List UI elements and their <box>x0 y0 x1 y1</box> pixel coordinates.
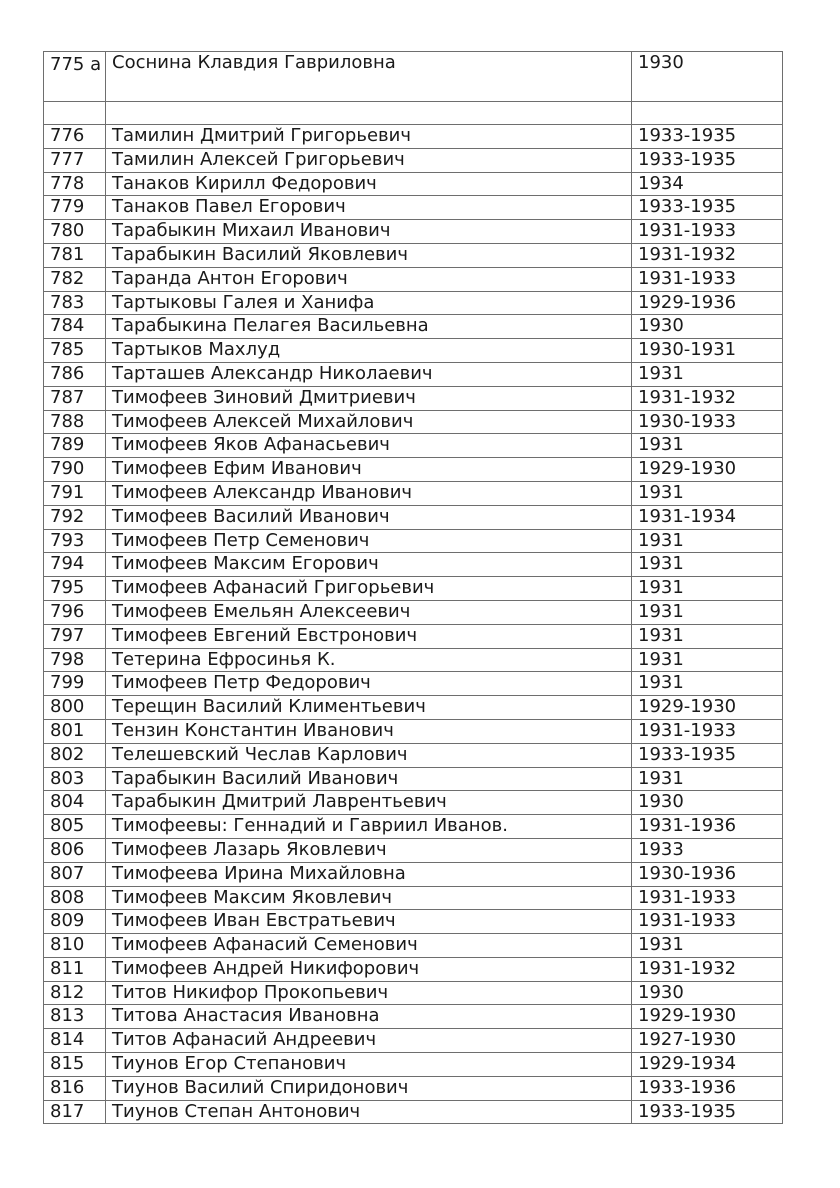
years-range: 1931 <box>632 767 783 791</box>
table-row <box>44 505 783 529</box>
row-number: 777 <box>44 148 106 172</box>
row-number: 815 <box>44 1053 106 1077</box>
person-name: Титов Афанасий Андреевич <box>106 1029 632 1053</box>
table-row <box>44 362 783 386</box>
row-number: 803 <box>44 767 106 791</box>
row-number: 814 <box>44 1029 106 1053</box>
years-range: 1931 <box>632 624 783 648</box>
person-name: Тарабыкин Дмитрий Лаврентьевич <box>106 791 632 815</box>
row-number: 782 <box>44 267 106 291</box>
years-range: 1933-1935 <box>632 1100 783 1124</box>
person-name: Соснина Клавдия Гавриловна <box>106 52 632 102</box>
row-number: 810 <box>44 934 106 958</box>
years-range: 1933-1935 <box>632 743 783 767</box>
person-name: Тимофеев Петр Федорович <box>106 672 632 696</box>
table-row <box>44 1100 783 1124</box>
years-range: 1927-1930 <box>632 1029 783 1053</box>
table-row <box>44 791 783 815</box>
years-range: 1931-1933 <box>632 719 783 743</box>
row-number: 791 <box>44 481 106 505</box>
table-row <box>44 1076 783 1100</box>
table-row <box>44 719 783 743</box>
person-name: Тимофеев Максим Егорович <box>106 553 632 577</box>
years-range: 1931 <box>632 434 783 458</box>
years-range: 1930 <box>632 791 783 815</box>
row-number: 783 <box>44 291 106 315</box>
row-number: 784 <box>44 315 106 339</box>
registry-table <box>43 51 783 1124</box>
table-row <box>44 696 783 720</box>
row-number: 805 <box>44 815 106 839</box>
row-number: 816 <box>44 1076 106 1100</box>
person-name: Тарабыкин Михаил Иванович <box>106 220 632 244</box>
years-range: 1931-1932 <box>632 243 783 267</box>
row-number: 798 <box>44 648 106 672</box>
person-name: Тарабыкин Василий Иванович <box>106 767 632 791</box>
table-row <box>44 862 783 886</box>
row-number: 796 <box>44 600 106 624</box>
years-range: 1931-1933 <box>632 886 783 910</box>
row-number: 795 <box>44 577 106 601</box>
person-name: Тартыков Махлуд <box>106 339 632 363</box>
person-name: Тензин Константин Иванович <box>106 719 632 743</box>
table-row <box>44 291 783 315</box>
table-row <box>44 553 783 577</box>
row-number: 800 <box>44 696 106 720</box>
years-range: 1930-1933 <box>632 410 783 434</box>
person-name: Тиунов Василий Спиридонович <box>106 1076 632 1100</box>
row-number: 808 <box>44 886 106 910</box>
person-name: Тимофеев Афанасий Семенович <box>106 934 632 958</box>
table-row <box>44 886 783 910</box>
table-row <box>44 339 783 363</box>
years-range: 1929-1934 <box>632 1053 783 1077</box>
person-name: Тимофеев Ефим Иванович <box>106 458 632 482</box>
table-row <box>44 1005 783 1029</box>
row-number: 786 <box>44 362 106 386</box>
table-row <box>44 1053 783 1077</box>
years-range: 1931 <box>632 934 783 958</box>
table-row <box>44 672 783 696</box>
table-row <box>44 172 783 196</box>
person-name: Тимофеевы: Геннадий и Гавриил Иванов. <box>106 815 632 839</box>
person-name: Таранда Антон Егорович <box>106 267 632 291</box>
years-range: 1933-1935 <box>632 196 783 220</box>
row-number: 804 <box>44 791 106 815</box>
years-range: 1931-1933 <box>632 220 783 244</box>
years-range: 1929-1936 <box>632 291 783 315</box>
person-name: Тамилин Алексей Григорьевич <box>106 148 632 172</box>
row-number: 776 <box>44 125 106 149</box>
person-name: Тарабыкин Василий Яковлевич <box>106 243 632 267</box>
table-row <box>44 529 783 553</box>
years-range: 1931-1932 <box>632 386 783 410</box>
table-row <box>44 981 783 1005</box>
table-row <box>44 410 783 434</box>
years-range: 1931 <box>632 529 783 553</box>
person-name: Тимофеев Иван Евстратьевич <box>106 910 632 934</box>
years-range: 1934 <box>632 172 783 196</box>
years-range: 1931 <box>632 553 783 577</box>
table-row <box>44 600 783 624</box>
row-number: 797 <box>44 624 106 648</box>
years-range: 1931 <box>632 362 783 386</box>
table-row <box>44 957 783 981</box>
person-name: Тимофеев Афанасий Григорьевич <box>106 577 632 601</box>
years-range: 1931-1933 <box>632 910 783 934</box>
row-number: 790 <box>44 458 106 482</box>
years-range: 1930 <box>632 315 783 339</box>
person-name: Тетерина Ефросинья К. <box>106 648 632 672</box>
table-row <box>44 577 783 601</box>
table-row <box>44 148 783 172</box>
years-range: 1929-1930 <box>632 1005 783 1029</box>
row-number: 811 <box>44 957 106 981</box>
years-range: 1931 <box>632 577 783 601</box>
years-range: 1929-1930 <box>632 458 783 482</box>
years-range: 1930-1936 <box>632 862 783 886</box>
table-row <box>44 220 783 244</box>
row-number: 812 <box>44 981 106 1005</box>
person-name: Тиунов Егор Степанович <box>106 1053 632 1077</box>
row-number: 817 <box>44 1100 106 1124</box>
table-row <box>44 125 783 149</box>
years-range: 1931 <box>632 648 783 672</box>
table-row <box>44 815 783 839</box>
person-name: Тимофеев Яков Афанасьевич <box>106 434 632 458</box>
years-range: 1931 <box>632 600 783 624</box>
years-range: 1931-1932 <box>632 957 783 981</box>
table-row <box>44 934 783 958</box>
person-name: Тимофеев Александр Иванович <box>106 481 632 505</box>
row-number <box>44 102 106 125</box>
person-name: Тимофеев Лазарь Яковлевич <box>106 838 632 862</box>
person-name: Титова Анастасия Ивановна <box>106 1005 632 1029</box>
years-range: 1933-1936 <box>632 1076 783 1100</box>
person-name: Тамилин Дмитрий Григорьевич <box>106 125 632 149</box>
table-row <box>44 743 783 767</box>
table-row <box>44 52 783 102</box>
row-number: 793 <box>44 529 106 553</box>
table-row <box>44 196 783 220</box>
table-row <box>44 102 783 125</box>
table-row <box>44 838 783 862</box>
registry-table-body <box>44 52 783 1124</box>
person-name <box>106 102 632 125</box>
row-number: 792 <box>44 505 106 529</box>
table-row <box>44 767 783 791</box>
row-number: 809 <box>44 910 106 934</box>
row-number: 799 <box>44 672 106 696</box>
years-range: 1930 <box>632 981 783 1005</box>
row-number: 787 <box>44 386 106 410</box>
row-number: 807 <box>44 862 106 886</box>
person-name: Танаков Кирилл Федорович <box>106 172 632 196</box>
years-range: 1931-1934 <box>632 505 783 529</box>
row-number: 785 <box>44 339 106 363</box>
row-number: 780 <box>44 220 106 244</box>
row-number: 806 <box>44 838 106 862</box>
person-name: Титов Никифор Прокопьевич <box>106 981 632 1005</box>
years-range: 1931-1933 <box>632 267 783 291</box>
person-name: Тарабыкина Пелагея Васильевна <box>106 315 632 339</box>
person-name: Тимофеева Ирина Михайловна <box>106 862 632 886</box>
table-row <box>44 481 783 505</box>
table-row <box>44 648 783 672</box>
years-range: 1931-1936 <box>632 815 783 839</box>
person-name: Тимофеев Емельян Алексеевич <box>106 600 632 624</box>
person-name: Тимофеев Максим Яковлевич <box>106 886 632 910</box>
table-row <box>44 434 783 458</box>
years-range: 1933 <box>632 838 783 862</box>
person-name: Тимофеев Петр Семенович <box>106 529 632 553</box>
row-number: 779 <box>44 196 106 220</box>
years-range <box>632 102 783 125</box>
person-name: Терещин Василий Климентьевич <box>106 696 632 720</box>
person-name: Тимофеев Василий Иванович <box>106 505 632 529</box>
person-name: Танаков Павел Егорович <box>106 196 632 220</box>
person-name: Тимофеев Андрей Никифорович <box>106 957 632 981</box>
years-range: 1933-1935 <box>632 125 783 149</box>
person-name: Тарташев Александр Николаевич <box>106 362 632 386</box>
table-row <box>44 624 783 648</box>
person-name: Тимофеев Алексей Михайлович <box>106 410 632 434</box>
years-range: 1931 <box>632 481 783 505</box>
table-row <box>44 386 783 410</box>
years-range: 1930 <box>632 52 783 102</box>
table-row <box>44 267 783 291</box>
person-name: Тиунов Степан Антонович <box>106 1100 632 1124</box>
person-name: Телешевский Чеслав Карлович <box>106 743 632 767</box>
years-range: 1930-1931 <box>632 339 783 363</box>
table-row <box>44 1029 783 1053</box>
row-number: 775 а <box>44 52 106 102</box>
table-row <box>44 910 783 934</box>
table-row <box>44 243 783 267</box>
row-number: 813 <box>44 1005 106 1029</box>
row-number: 789 <box>44 434 106 458</box>
row-number: 781 <box>44 243 106 267</box>
person-name: Тимофеев Евгений Евстронович <box>106 624 632 648</box>
years-range: 1931 <box>632 672 783 696</box>
years-range: 1933-1935 <box>632 148 783 172</box>
years-range: 1929-1930 <box>632 696 783 720</box>
person-name: Тимофеев Зиновий Дмитриевич <box>106 386 632 410</box>
person-name: Тартыковы Галея и Ханифа <box>106 291 632 315</box>
table-row <box>44 458 783 482</box>
row-number: 794 <box>44 553 106 577</box>
table-row <box>44 315 783 339</box>
row-number: 778 <box>44 172 106 196</box>
row-number: 788 <box>44 410 106 434</box>
row-number: 802 <box>44 743 106 767</box>
row-number: 801 <box>44 719 106 743</box>
